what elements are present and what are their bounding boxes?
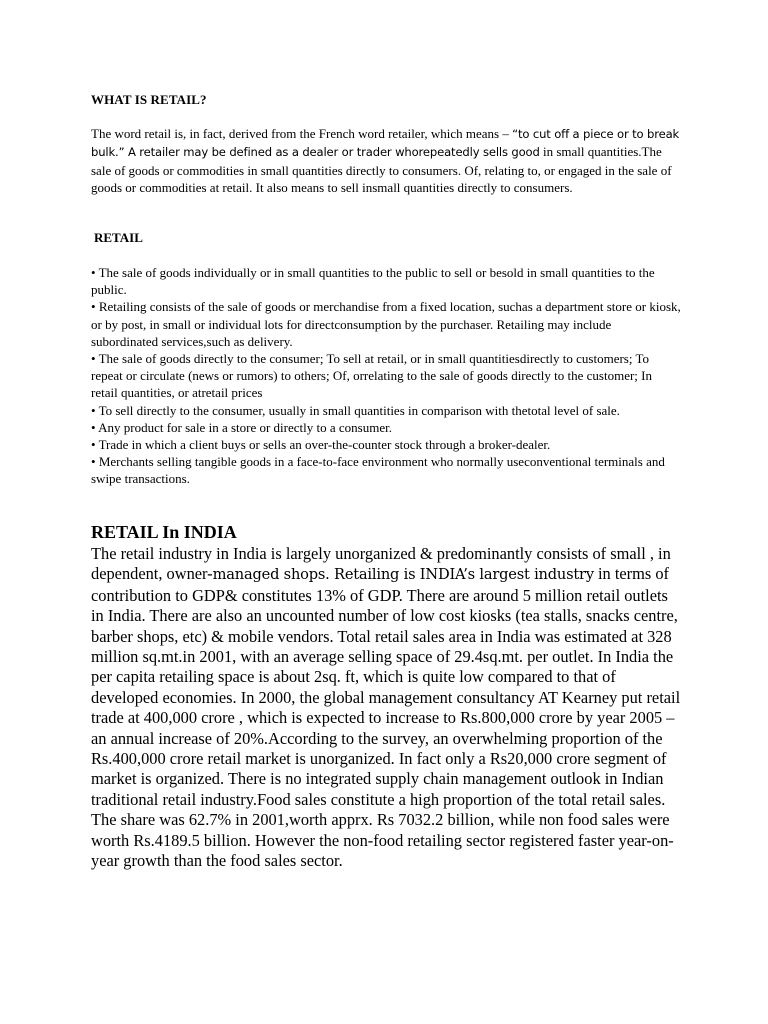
bullet-glyph: • <box>91 351 96 367</box>
heading-what-is-retail: WHAT IS RETAIL? <box>91 92 207 107</box>
intro-text-part3: in small quantities.The sale of goods or commodities in small quantities directly to consumers. Of, relating to, or engaged in the sale of goods or commodities at retail. It also means to sell insmall quantities directly to consumers. <box>91 144 672 195</box>
list-item-text: Any product for sale in a store or directly to a consumer. <box>98 419 392 435</box>
list-item <box>91 419 681 436</box>
bullet-glyph: • <box>91 265 96 280</box>
intro-paragraph <box>91 125 681 196</box>
list-item-text: Trade in which a client buys or sells an over-the-counter stock through a broker-dealer. <box>98 437 551 453</box>
list-item-text: The sale of goods individually or in small quantities to the public to sell or besold in small quantities to the public. <box>91 265 655 298</box>
intro-text-part2: “to cut off a piece or to break bulk.” A retailer may be defined as a dealer or trader whorepeatedly sells good <box>91 127 680 160</box>
list-item <box>91 264 681 298</box>
list-item <box>91 453 681 487</box>
india-text-part1: The retail industry in India is largely unorganized & predominantly consists of small , in dependent, owner- <box>91 544 671 584</box>
list-item <box>91 402 681 419</box>
list-item <box>91 298 681 350</box>
list-item-text: The sale of goods directly to the consumer; To sell at retail, or in small quantitiesdirectly to customers; To repeat or circulate (news or rumors) to others; Of, orrelating to the sale of goods directly to the customer; In retail quantities, or atretail prices <box>91 351 652 401</box>
india-text-part2: managed shops. Retailing is INDIA’s largest industry <box>212 566 594 584</box>
bullet-glyph: • <box>91 419 96 435</box>
list-item-text: To sell directly to the consumer, usually in small quantities in comparison with thetotal level of sale. <box>98 402 620 418</box>
bullet-glyph: • <box>91 299 96 315</box>
bullet-glyph: • <box>91 454 96 470</box>
heading-retail-in-india: RETAIL In INDIA <box>91 522 237 542</box>
retail-definitions-list <box>91 264 681 488</box>
heading-retail: RETAIL <box>94 230 143 245</box>
list-item <box>91 350 681 402</box>
bullet-glyph: • <box>91 402 96 418</box>
india-text-part3: in terms of contribution to GDP& constitutes 13% of GDP. There are around 5 million retail outlets in India. There are also an uncounted number of low cost kiosks (tea stalls, snacks centre, barber shops, etc) & mobile vendors. Total retail sales area in India was estimated at 328 million sq.mt.in 2001, with an average selling space of 29.4sq.mt. per outlet. In India the per capita retailing space is about 2sq. ft, which is quite low compared to that of developed economies. In 2000, the global management consultancy AT Kearney put retail trade at 400,000 crore , which is expected to increase to Rs.800,000 crore by year 2005 – an annual increase of 20%.According to the survey, an overwhelming proportion of the Rs.400,000 crore retail market is unorganized. In fact only a Rs20,000 crore segment of market is organized. There is no integrated supply chain management outlook in Indian traditional retail industry.Food sales constitute a high proportion of the total retail sales. The share was 62.7% in 2001,worth apprx. Rs 7032.2 billion, while non food sales were worth Rs.4189.5 billion. However the non-food retailing sector registered faster year-on-year growth than the food sales sector. <box>91 564 681 871</box>
list-item-text: Merchants selling tangible goods in a face-to-face environment who normally useconventional terminals and swipe transactions. <box>91 454 665 487</box>
intro-text-part1: The word retail is, in fact, derived from the French word retailer, which means – <box>91 126 513 141</box>
list-item <box>91 436 681 453</box>
bullet-glyph: • <box>91 437 96 453</box>
india-paragraph <box>91 544 681 872</box>
list-item-text: Retailing consists of the sale of goods or merchandise from a fixed location, suchas a department store or kiosk, or by post, in small or individual lots for directconsumption by the purchaser. Retailing may include subordinated services,such as delivery. <box>91 299 681 349</box>
